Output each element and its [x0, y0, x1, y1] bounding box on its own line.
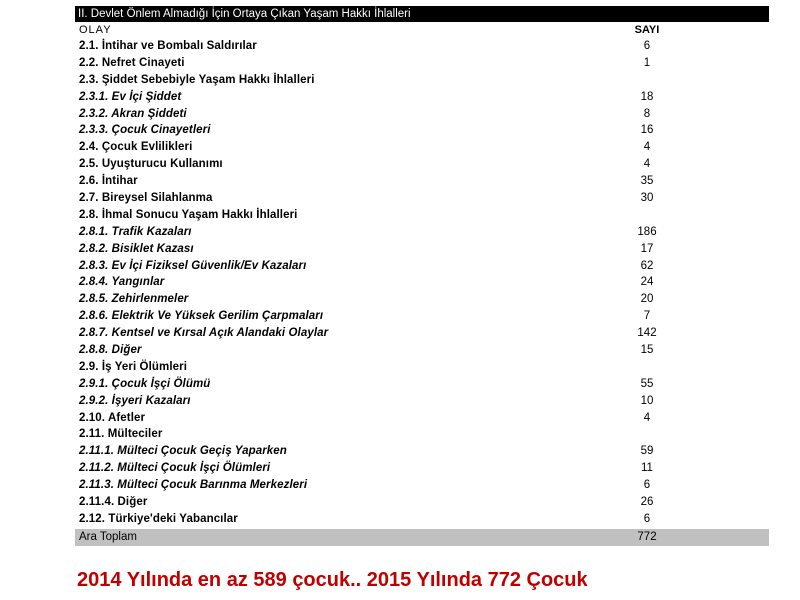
- row-label: 2.5. Uyuşturucu Kullanımı: [79, 158, 223, 171]
- table-row: [75, 89, 769, 106]
- row-label: 2.8.7. Kentsel ve Kırsal Açık Alandaki Olaylar: [79, 327, 329, 340]
- table-row: [75, 122, 769, 139]
- row-value: 8: [643, 107, 651, 120]
- row-value: 26: [640, 496, 654, 509]
- row-label: 2.8.1. Trafik Kazaları: [79, 225, 192, 238]
- table-row: [75, 156, 769, 173]
- header-sayi: SAYI: [634, 24, 660, 36]
- row-label: 2.2. Nefret Cinayeti: [79, 56, 185, 69]
- table-row: [75, 72, 769, 89]
- row-label: 2.9. İş Yeri Ölümleri: [79, 360, 188, 373]
- table-row: [75, 258, 769, 275]
- table-row: [75, 190, 769, 207]
- table-row: [75, 511, 769, 528]
- table-row: [75, 274, 769, 291]
- row-value: 6: [643, 479, 651, 492]
- row-value: 6: [643, 512, 651, 525]
- row-label: 2.8. İhmal Sonucu Yaşam Hakkı İhlalleri: [79, 208, 298, 221]
- row-label: 2.8.6. Elektrik Ve Yüksek Gerilim Çarpmaları: [79, 310, 324, 323]
- row-label: 2.3.2. Akran Şiddeti: [79, 107, 187, 120]
- row-label: 2.3.3. Çocuk Cinayetleri: [79, 124, 211, 137]
- row-value: 6: [643, 40, 651, 52]
- row-label: 2.8.4. Yangınlar: [79, 276, 165, 289]
- row-label: 2.11.1. Mülteci Çocuk Geçiş Yaparken: [79, 445, 287, 458]
- row-label: 2.8.2. Bisiklet Kazası: [79, 242, 194, 255]
- row-value: 15: [640, 344, 654, 357]
- table-row: [75, 173, 769, 190]
- table-body: [75, 38, 769, 528]
- row-label: 2.11.3. Mülteci Çocuk Barınma Merkezleri: [79, 479, 308, 492]
- row-label: 2.10. Afetler: [79, 411, 146, 424]
- table-row: [75, 106, 769, 123]
- row-label: 2.7. Bireysel Silahlanma: [79, 192, 213, 205]
- table-row: [75, 426, 769, 443]
- row-value: 30: [640, 192, 654, 205]
- row-label: 2.9.2. İşyeri Kazaları: [79, 394, 191, 407]
- row-value: 1: [643, 56, 651, 69]
- table-row: [75, 494, 769, 511]
- header-olay: OLAY: [79, 24, 112, 36]
- table-row: [75, 410, 769, 427]
- row-value: 4: [643, 158, 651, 171]
- row-value: 16: [640, 124, 654, 137]
- row-label: 2.11.2. Mülteci Çocuk İşçi Ölümleri: [79, 462, 271, 475]
- row-label: 2.4. Çocuk Evlilikleri: [79, 141, 193, 154]
- table-row: [75, 477, 769, 494]
- table-row: [75, 393, 769, 410]
- row-label: 2.8.3. Ev İçi Fiziksel Güvenlik/Ev Kazaları: [79, 259, 307, 272]
- table-row: [75, 207, 769, 224]
- footer-caption: 2014 Yılında en az 589 çocuk.. 2015 Yılında 772 Çocuk: [77, 569, 588, 591]
- table-title: II. Devlet Önlem Almadığı İçin Ortaya Çıkan Yaşam Hakkı İhlalleri: [75, 6, 769, 22]
- row-value: 24: [640, 276, 654, 289]
- row-value: 186: [637, 225, 657, 238]
- row-label: 2.3. Şiddet Sebebiyle Yaşam Hakkı İhlalleri: [79, 73, 315, 86]
- row-label: 2.11. Mülteciler: [79, 428, 163, 441]
- row-value: 142: [637, 327, 657, 340]
- table-row: [75, 139, 769, 156]
- row-value: 59: [640, 445, 654, 458]
- table-row: [75, 224, 769, 241]
- row-value: 7: [643, 310, 651, 323]
- data-table: [75, 6, 769, 546]
- row-value: 18: [640, 90, 654, 103]
- row-value: 17: [640, 242, 654, 255]
- row-value: 11: [641, 462, 653, 475]
- table-row: [75, 325, 769, 342]
- table-row: [75, 359, 769, 376]
- row-label: 2.3.1. Ev İçi Şiddet: [79, 90, 182, 103]
- row-value: 35: [640, 175, 654, 188]
- table-row: [75, 460, 769, 477]
- total-label: Ara Toplam: [79, 530, 137, 543]
- total-value: 772: [637, 530, 657, 543]
- row-value: 4: [643, 141, 651, 154]
- table-row: [75, 241, 769, 258]
- table-header: [75, 22, 769, 38]
- table-row: [75, 376, 769, 393]
- row-label: 2.9.1. Çocuk İşçi Ölümü: [79, 377, 211, 390]
- row-value: 20: [640, 293, 654, 306]
- table-row: [75, 443, 769, 460]
- table-row: [75, 55, 769, 72]
- table-row: [75, 342, 769, 359]
- row-label: 2.8.8. Diğer: [79, 344, 142, 357]
- row-value: 10: [640, 394, 654, 407]
- table-row: [75, 291, 769, 308]
- table-row: [75, 308, 769, 325]
- table-row: [75, 38, 769, 55]
- row-value: 55: [640, 377, 654, 390]
- total-row: [75, 529, 769, 546]
- row-value: 4: [643, 411, 651, 424]
- row-label: 2.12. Türkiye'deki Yabancılar: [79, 512, 238, 525]
- row-label: 2.8.5. Zehirlenmeler: [79, 293, 189, 306]
- row-label: 2.1. İntihar ve Bombalı Saldırılar: [79, 40, 257, 52]
- row-label: 2.6. İntihar: [79, 175, 138, 188]
- row-value: 62: [640, 259, 654, 272]
- row-label: 2.11.4. Diğer: [79, 496, 148, 509]
